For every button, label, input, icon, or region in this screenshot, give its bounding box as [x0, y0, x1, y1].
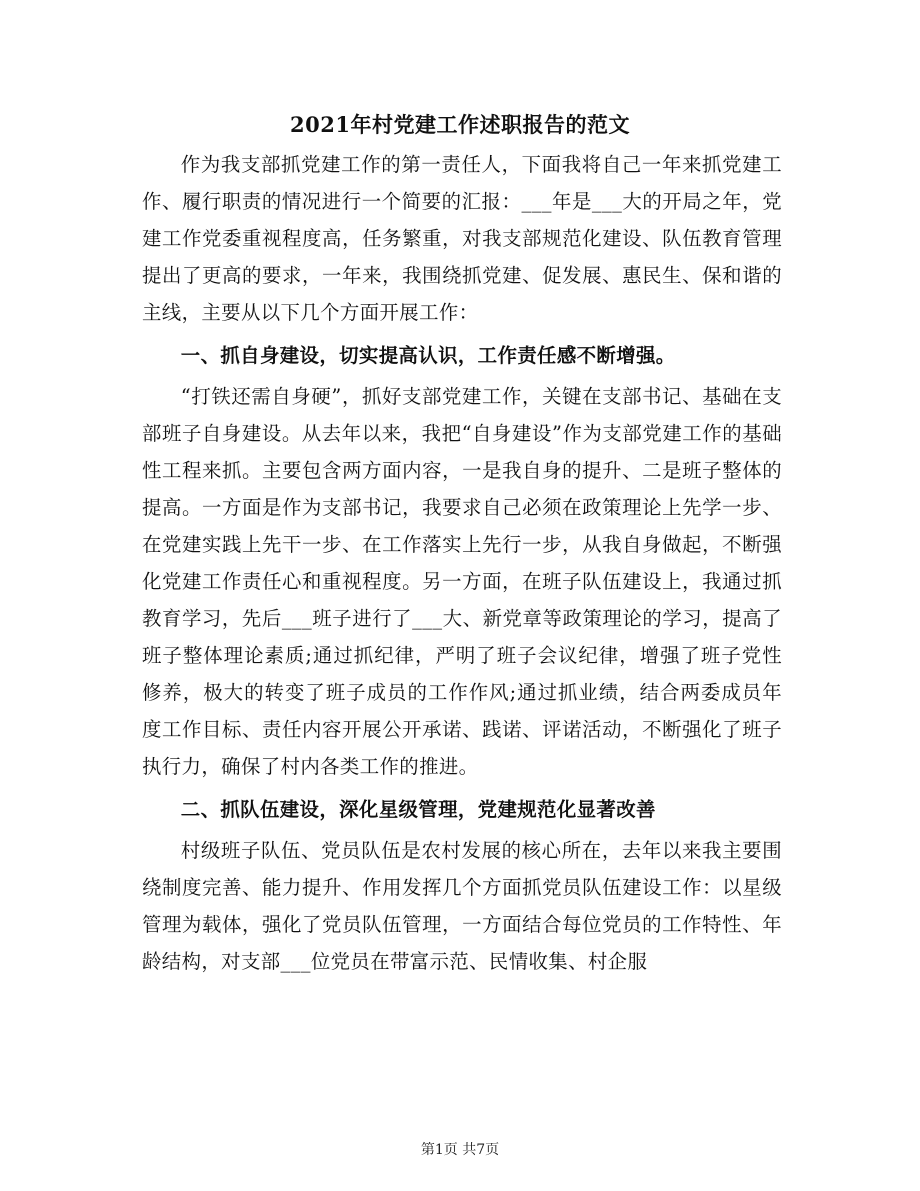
document-title: 2021年村党建工作述职报告的范文: [290, 112, 630, 137]
section-1-paragraph: “打铁还需自身硬”，抓好支部党建工作，关键在支部书记、基础在支部班子自身建设。从去年以来，我把“自身建设”作为支部党建工作的基础性工程来抓。主要包含两方面内容，一是我自身的提升、二是班子整体的提高。一方面是作为支部书记，我要求自己必须在政策理论上先学一步、在党建实践上先干一步、在工作落实上先行一步，从我自身做起，不断强化党建工作责任心和重视程度。另一方面，在班子队伍建设上，我通过抓教育学习，先后___班子进行了___大、新党章等政策理论的学习，提高了班子整体理论素质;通过抓纪律，严明了班子会议纪律，增强了班子党性修养，极大的转变了班子成员的工作作风;通过抓业绩，结合两委成员年度工作目标、责任内容开展公开承诺、践诺、评诺活动，不断强化了班子执行力，确保了村内各类工作的推进。: [142, 385, 782, 778]
section-heading-1: 一、抓自身建设，切实提高认识，工作责任感不断增强。: [180, 344, 676, 367]
section-heading-2: 二、抓队伍建设，深化星级管理，党建规范化显著改善: [180, 798, 656, 821]
intro-paragraph: 作为我支部抓党建工作的第一责任人，下面我将自己一年来抓党建工作、履行职责的情况进行一个简要的汇报：___年是___大的开局之年，党建工作党委重视程度高，任务繁重，对我支部规范化建设、队伍教育管理提出了更高的要求，一年来，我围绕抓党建、促发展、惠民生、保和谐的主线，主要从以下几个方面开展工作：: [142, 153, 782, 324]
section-2-paragraph: 村级班子队伍、党员队伍是农村发展的核心所在，去年以来我主要围绕制度完善、能力提升、作用发挥几个方面抓党员队伍建设工作：以星级管理为载体，强化了党员队伍管理，一方面结合每位党员的工作特性、年龄结构，对支部___位党员在带富示范、民情收集、村企服: [142, 839, 782, 973]
page-footer: 第1页 共7页: [420, 1142, 500, 1158]
document-body: [142, 146, 782, 980]
